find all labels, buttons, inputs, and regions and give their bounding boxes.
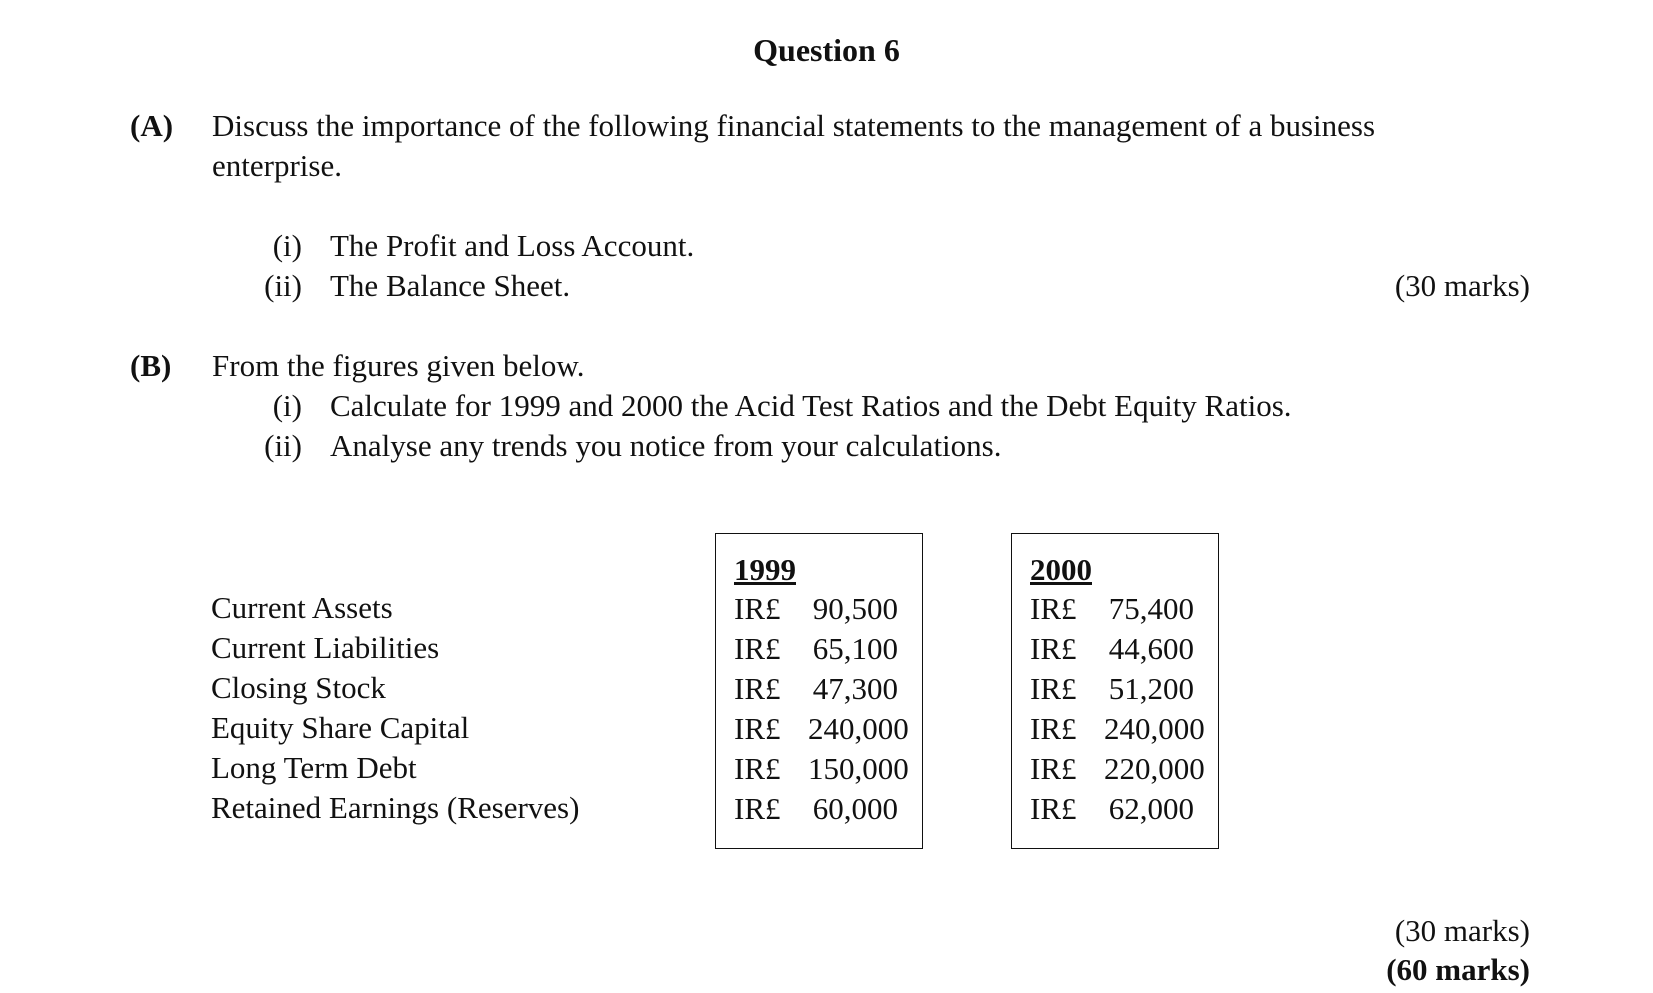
value-2000-current-assets: IR£ 75,400 (1030, 591, 1194, 626)
value-2000-current-liabilities: IR£ 44,600 (1030, 631, 1194, 666)
row-label-closing-stock: Closing Stock (211, 670, 386, 705)
total-marks: (60 marks) (1386, 952, 1530, 987)
value-1999-retained-earnings: IR£ 60,000 (734, 791, 898, 826)
part-a-marks: (30 marks) (1394, 268, 1530, 303)
year-1999-heading: 1999 (734, 552, 796, 587)
value-2000-long-term-debt: IR£ 220,000 (1030, 751, 1205, 786)
year-2000-heading: 2000 (1030, 552, 1092, 587)
part-a-item-num-2: (ii) (264, 268, 302, 303)
row-label-current-liabilities: Current Liabilities (211, 630, 440, 665)
part-a-text-line1: Discuss the importance of the following financial statements to the management of a business (212, 108, 1376, 143)
value-1999-current-liabilities: IR£ 65,100 (734, 631, 898, 666)
part-b-item-text-1: Calculate for 1999 and 2000 the Acid Test Ratios and the Debt Equity Ratios. (330, 388, 1292, 423)
part-a-item-num-1: (i) (272, 228, 302, 263)
question-title: Question 6 (753, 32, 900, 68)
value-2000-retained-earnings: IR£ 62,000 (1030, 791, 1194, 826)
part-b-item-text-2: Analyse any trends you notice from your calculations. (330, 428, 1002, 463)
value-2000-closing-stock: IR£ 51,200 (1030, 671, 1194, 706)
row-label-long-term-debt: Long Term Debt (211, 750, 417, 785)
value-1999-current-assets: IR£ 90,500 (734, 591, 898, 626)
part-a-item-text-1: The Profit and Loss Account. (330, 228, 695, 263)
part-a-item-text-2: The Balance Sheet. (330, 268, 571, 303)
part-b-item-num-2: (ii) (264, 428, 302, 463)
year-2000-box (1011, 533, 1219, 849)
part-b-item-num-1: (i) (272, 388, 302, 423)
row-label-equity-share-capital: Equity Share Capital (211, 710, 470, 745)
value-2000-equity-share-capital: IR£ 240,000 (1030, 711, 1205, 746)
value-1999-equity-share-capital: IR£ 240,000 (734, 711, 909, 746)
part-b-intro: From the figures given below. (212, 348, 585, 383)
row-label-current-assets: Current Assets (211, 590, 393, 625)
value-1999-long-term-debt: IR£ 150,000 (734, 751, 909, 786)
part-a-text-line2: enterprise. (212, 148, 342, 183)
part-b-marks: (30 marks) (1394, 913, 1530, 948)
part-b-marker: (B) (130, 348, 172, 383)
row-label-retained-earnings: Retained Earnings (Reserves) (211, 790, 580, 825)
part-a-marker: (A) (130, 108, 174, 143)
year-1999-box (715, 533, 923, 849)
value-1999-closing-stock: IR£ 47,300 (734, 671, 898, 706)
